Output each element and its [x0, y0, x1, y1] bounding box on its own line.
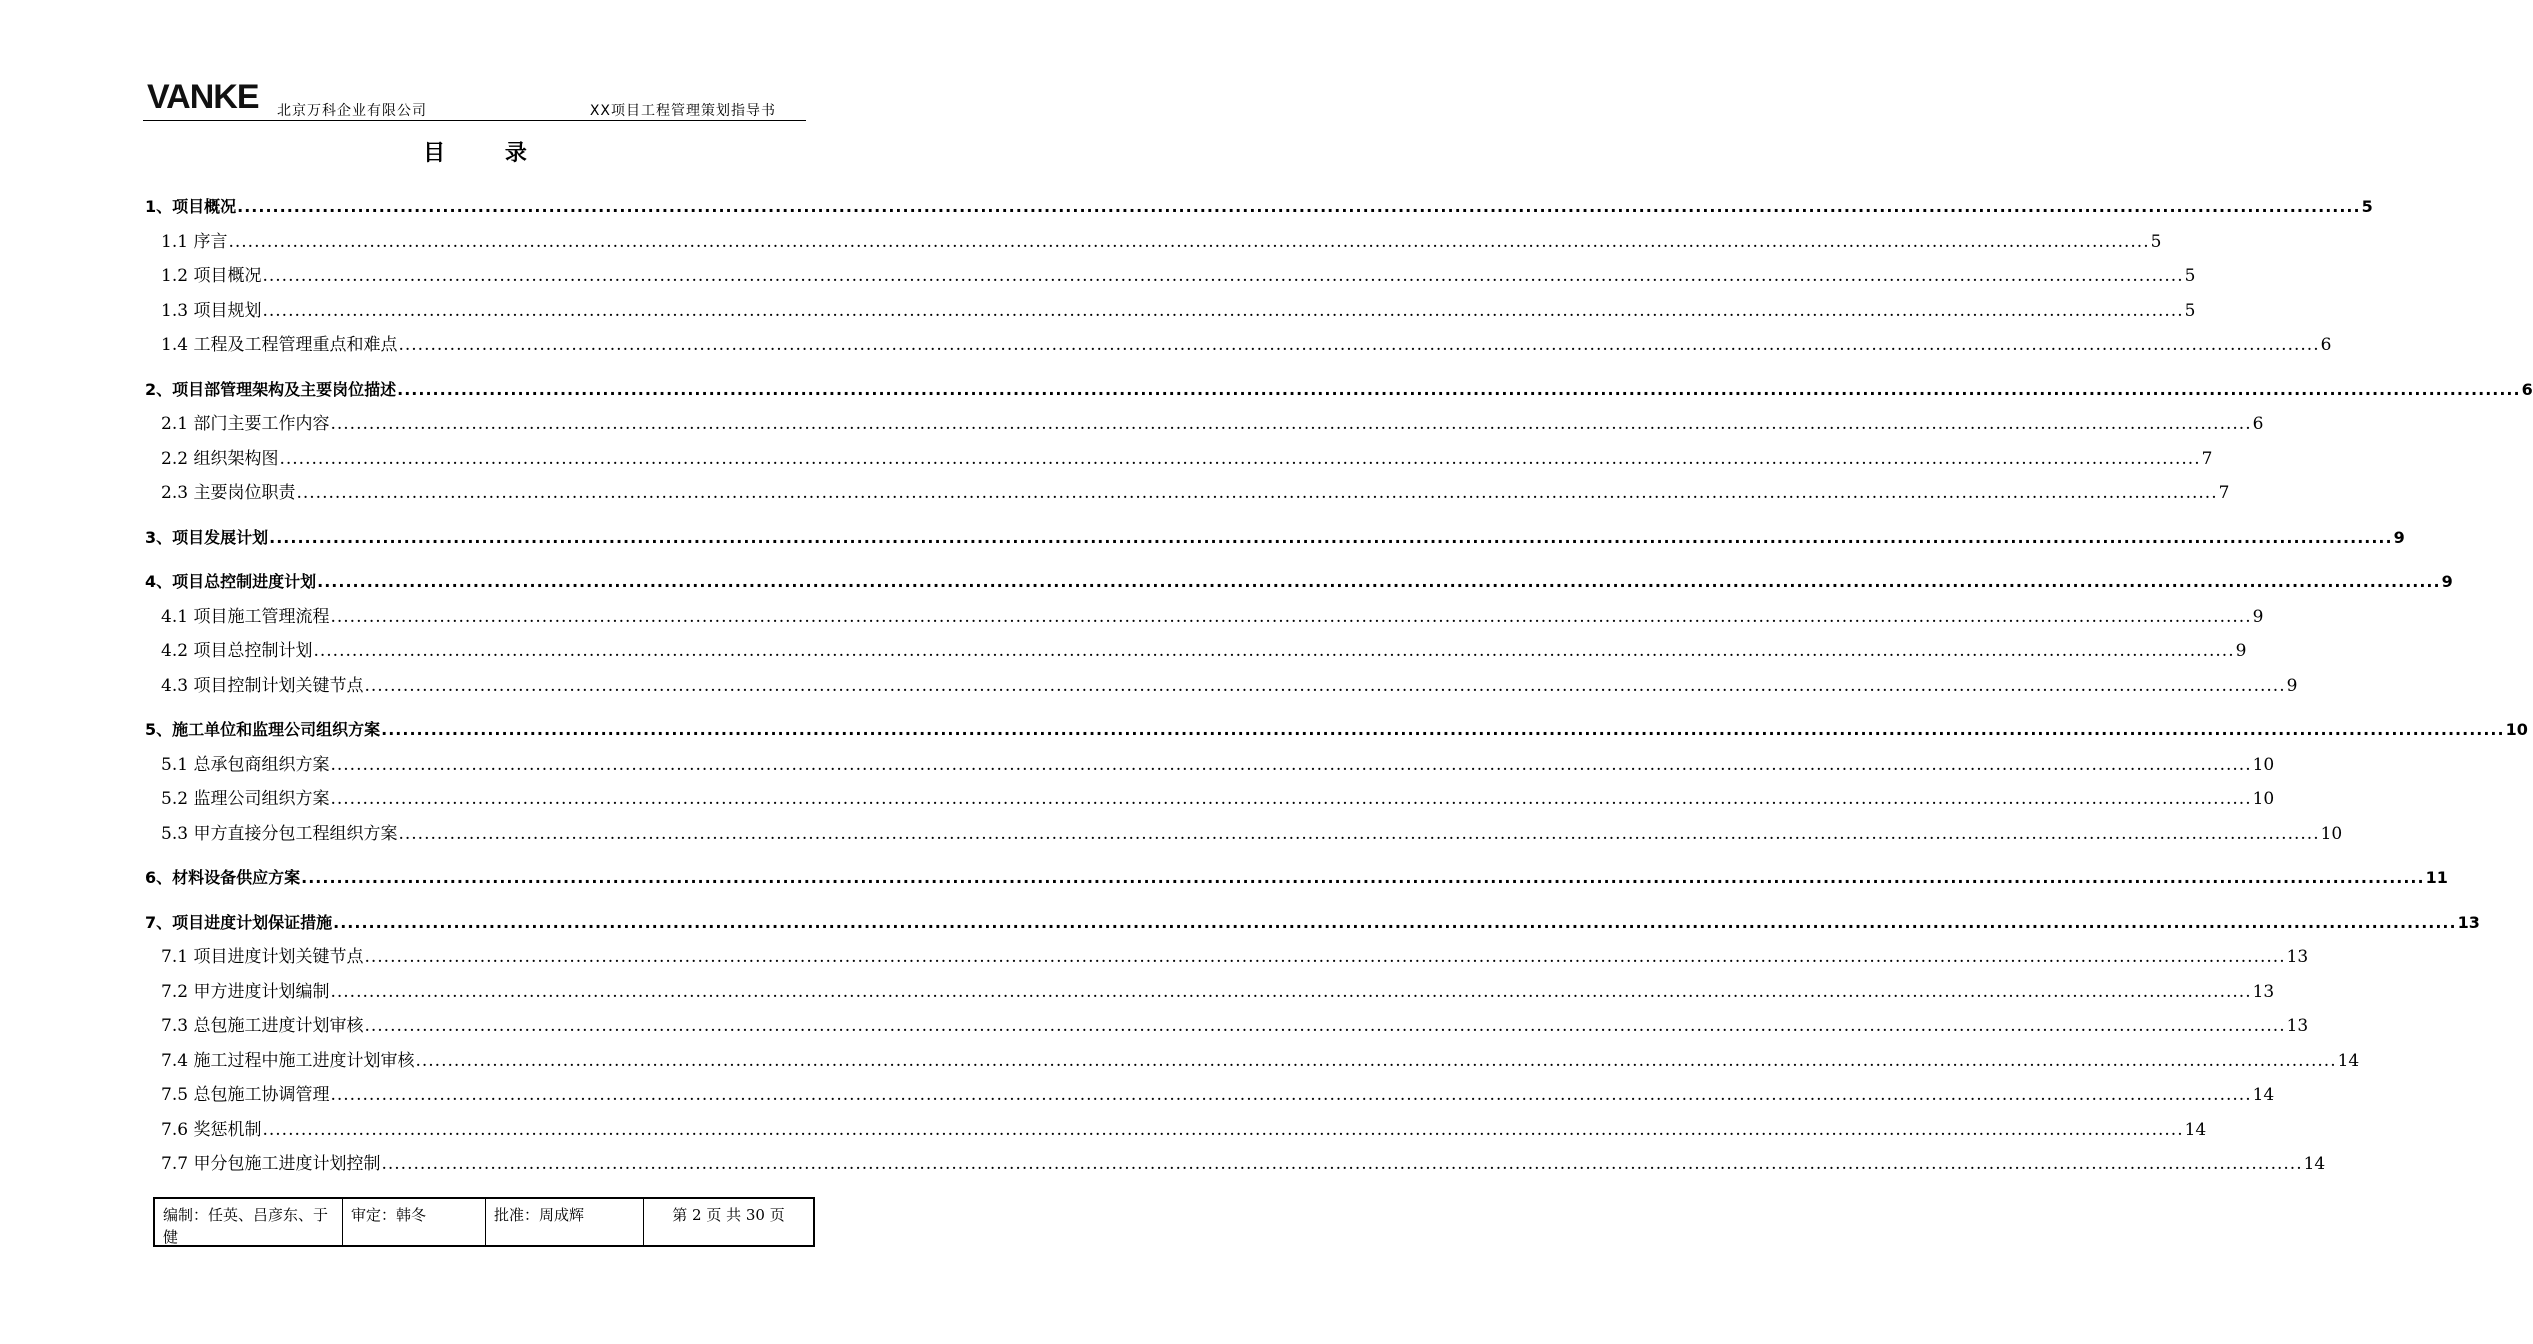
- page-header: [143, 78, 806, 121]
- compiled-by: 编制：任英、吕彦东、于健: [155, 1199, 343, 1245]
- toc-entry-page: 13: [2457, 912, 2480, 932]
- toc-entry-page: 5: [2184, 266, 2196, 286]
- toc-entry-page: 10: [2252, 754, 2275, 775]
- toc-leader-dots: ............................................................................................................................................................................................................................................................................................................: [364, 1016, 2286, 1036]
- toc-entry-label: 7.5 总包施工协调管理: [161, 1085, 330, 1105]
- toc-entry-page: 7: [2218, 483, 2230, 503]
- toc-entry-label: 4、项目总控制进度计划: [145, 572, 317, 591]
- toc-entry-page: 5: [2361, 197, 2373, 216]
- toc-entry[interactable]: [145, 912, 2480, 934]
- toc-entry-page: 9: [2393, 527, 2405, 547]
- toc-leader-dots: ............................................................................................................................................................................................................................................................................................................: [262, 266, 2184, 286]
- toc-entry-page: 6: [2320, 335, 2332, 355]
- toc-leader-dots: ............................................................................................................................................................................................................................................................................................................: [330, 606, 2252, 627]
- toc-entry[interactable]: [145, 675, 2298, 697]
- toc-entry-page: 10: [2505, 720, 2528, 739]
- toc-entry[interactable]: [145, 265, 2196, 287]
- toc-entry[interactable]: [145, 788, 2275, 810]
- toc-entry[interactable]: [145, 946, 2309, 968]
- toc-entry-page: 10: [2252, 789, 2275, 809]
- toc-entry-label: 7、项目进度计划保证措施: [145, 912, 333, 932]
- toc-leader-dots: ............................................................................................................................................................................................................................................................................................................: [262, 1119, 2184, 1140]
- toc-entry-page: 14: [2303, 1154, 2326, 1174]
- toc-leader-dots: ............................................................................................................................................................................................................................................................................................................: [279, 448, 2201, 469]
- toc-leader-dots: ............................................................................................................................................................................................................................................................................................................: [381, 1154, 2303, 1174]
- toc-leader-dots: ............................................................................................................................................................................................................................................................................................................: [262, 300, 2184, 321]
- toc-entry-label: 1.2 项目概况: [161, 266, 262, 286]
- toc-entry[interactable]: [145, 231, 2162, 253]
- toc-entry[interactable]: [145, 606, 2264, 628]
- toc-entry-label: 7.2 甲方进度计划编制: [161, 981, 330, 1002]
- toc-entry-page: 14: [2337, 1050, 2360, 1071]
- toc-entry-label: 7.6 奖惩机制: [161, 1119, 262, 1140]
- toc-entry[interactable]: [145, 527, 2405, 549]
- toc-entry[interactable]: [145, 754, 2275, 776]
- toc-entry-page: 9: [2286, 675, 2298, 696]
- toc-entry-page: 7: [2201, 448, 2213, 469]
- toc-leader-dots: ............................................................................................................................................................................................................................................................................................................: [397, 379, 2521, 399]
- toc-entry-label: 6、材料设备供应方案: [145, 868, 301, 887]
- toc-entry[interactable]: [145, 1084, 2275, 1106]
- toc-entry-label: 5.1 总承包商组织方案: [161, 754, 330, 775]
- toc-entry[interactable]: [145, 571, 2453, 593]
- toc-entry-page: 13: [2286, 1016, 2309, 1036]
- page-title: 目 录: [423, 141, 553, 166]
- toc-leader-dots: ............................................................................................................................................................................................................................................................................................................: [313, 641, 2235, 661]
- toc-entry-label: 3、项目发展计划: [145, 527, 269, 547]
- toc-leader-dots: ............................................................................................................................................................................................................................................................................................................: [381, 720, 2505, 739]
- vanke-logo: VANKE: [147, 78, 259, 116]
- toc-leader-dots: ............................................................................................................................................................................................................................................................................................................: [364, 947, 2286, 967]
- toc-entry-label: 7.7 甲分包施工进度计划控制: [161, 1154, 381, 1174]
- toc-leader-dots: ............................................................................................................................................................................................................................................................................................................: [330, 1085, 2252, 1105]
- toc-entry[interactable]: [145, 482, 2230, 504]
- toc-entry[interactable]: [145, 1015, 2309, 1037]
- toc-leader-dots: ............................................................................................................................................................................................................................................................................................................: [317, 572, 2441, 591]
- toc-leader-dots: ............................................................................................................................................................................................................................................................................................................: [330, 754, 2252, 775]
- reviewed-by: 审定：韩冬: [343, 1199, 486, 1245]
- toc-leader-dots: ............................................................................................................................................................................................................................................................................................................: [398, 335, 2320, 355]
- toc-entry[interactable]: [145, 1153, 2326, 1175]
- toc-entry-page: 14: [2184, 1119, 2207, 1140]
- toc-leader-dots: ............................................................................................................................................................................................................................................................................................................: [330, 789, 2252, 809]
- toc-entry-page: 10: [2320, 823, 2343, 844]
- toc-leader-dots: ............................................................................................................................................................................................................................................................................................................: [398, 823, 2320, 844]
- toc-entry-label: 7.4 施工过程中施工进度计划审核: [161, 1050, 415, 1071]
- approval-footer: [153, 1197, 815, 1247]
- toc-entry-page: 11: [2425, 868, 2448, 887]
- toc-entry-label: 2.1 部门主要工作内容: [161, 414, 330, 434]
- toc-entry-label: 1、项目概况: [145, 197, 237, 216]
- toc-leader-dots: ............................................................................................................................................................................................................................................................................................................: [330, 981, 2252, 1002]
- toc-entry-page: 14: [2252, 1085, 2275, 1105]
- toc-entry[interactable]: [145, 196, 2373, 218]
- toc-entry[interactable]: [145, 867, 2448, 889]
- toc-entry-page: 5: [2150, 231, 2162, 252]
- toc-entry-label: 2、项目部管理架构及主要岗位描述: [145, 379, 397, 399]
- toc-entry-page: 6: [2521, 379, 2533, 399]
- toc-entry-label: 7.3 总包施工进度计划审核: [161, 1016, 364, 1036]
- toc-entry-page: 5: [2184, 300, 2196, 321]
- toc-entry[interactable]: [145, 981, 2275, 1003]
- toc-entry[interactable]: [145, 719, 2528, 741]
- toc-leader-dots: ............................................................................................................................................................................................................................................................................................................: [228, 231, 2150, 252]
- toc-leader-dots: ............................................................................................................................................................................................................................................................................................................: [301, 868, 2425, 887]
- toc-entry-page: 13: [2286, 947, 2309, 967]
- toc-entry-label: 2.3 主要岗位职责: [161, 483, 296, 503]
- toc-leader-dots: ............................................................................................................................................................................................................................................................................................................: [237, 197, 2361, 216]
- toc-entry[interactable]: [145, 334, 2332, 356]
- toc-entry-page: 9: [2252, 606, 2264, 627]
- toc-entry-label: 5.2 监理公司组织方案: [161, 789, 330, 809]
- toc-leader-dots: ............................................................................................................................................................................................................................................................................................................: [364, 675, 2286, 696]
- toc-entry-page: 9: [2441, 572, 2453, 591]
- toc-entry-label: 2.2 组织架构图: [161, 448, 279, 469]
- toc-leader-dots: ............................................................................................................................................................................................................................................................................................................: [333, 912, 2457, 932]
- toc-entry[interactable]: [145, 1119, 2207, 1141]
- toc-entry-page: 6: [2252, 414, 2264, 434]
- toc-entry[interactable]: [145, 413, 2264, 435]
- company-name: 北京万科企业有限公司: [277, 103, 427, 119]
- toc-leader-dots: ............................................................................................................................................................................................................................................................................................................: [415, 1050, 2337, 1071]
- toc-leader-dots: ............................................................................................................................................................................................................................................................................................................: [269, 527, 2393, 547]
- toc-leader-dots: ............................................................................................................................................................................................................................................................................................................: [296, 483, 2218, 503]
- toc-entry-page: 9: [2235, 641, 2247, 661]
- toc-entry-label: 5.3 甲方直接分包工程组织方案: [161, 823, 398, 844]
- approved-by: 批准：周成辉: [486, 1199, 644, 1245]
- page-info: 第 2 页 共 30 页: [672, 1206, 785, 1224]
- toc-entry-label: 4.3 项目控制计划关键节点: [161, 675, 364, 696]
- toc-entry[interactable]: [145, 379, 2533, 401]
- toc-entry-label: 7.1 项目进度计划关键节点: [161, 947, 364, 967]
- toc-leader-dots: ............................................................................................................................................................................................................................................................................................................: [330, 414, 2252, 434]
- toc-entry-label: 5、施工单位和监理公司组织方案: [145, 720, 381, 739]
- document-title: XX项目工程管理策划指导书: [589, 103, 776, 119]
- toc-entry[interactable]: [145, 1050, 2360, 1072]
- toc-entry-page: 13: [2252, 981, 2275, 1002]
- toc-entry[interactable]: [145, 300, 2196, 322]
- toc-entry[interactable]: [145, 823, 2343, 845]
- toc-entry-label: 1.1 序言: [161, 231, 228, 252]
- toc-entry-label: 1.3 项目规划: [161, 300, 262, 321]
- toc-entry-label: 4.2 项目总控制计划: [161, 641, 313, 661]
- toc-entry-label: 4.1 项目施工管理流程: [161, 606, 330, 627]
- toc-entry-label: 1.4 工程及工程管理重点和难点: [161, 335, 398, 355]
- toc-entry[interactable]: [145, 448, 2213, 470]
- toc-entry[interactable]: [145, 640, 2247, 662]
